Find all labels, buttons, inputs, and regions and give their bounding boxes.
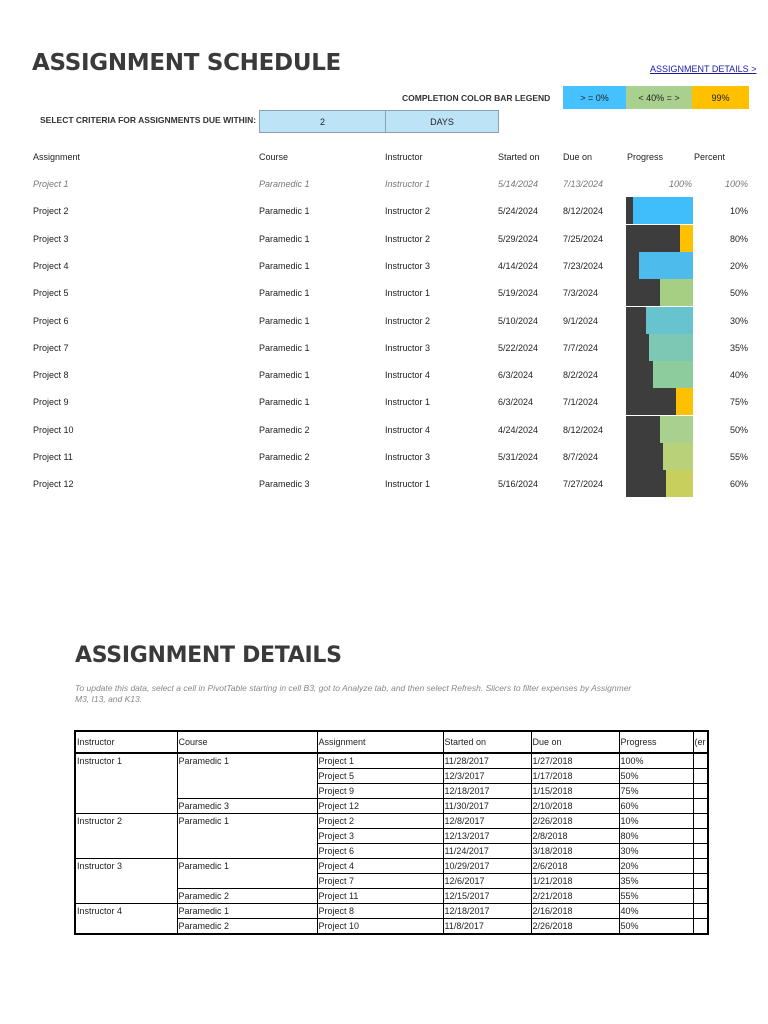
progress-bar-fill xyxy=(626,416,660,443)
cell-percent: 75% xyxy=(729,397,748,408)
cell-instructor: Instructor 1 xyxy=(385,397,431,408)
pivot-cell-assignment[interactable]: Project 3 xyxy=(317,829,443,844)
details-title: ASSIGNMENT DETAILS xyxy=(75,643,342,668)
cell-assignment: Project 5 xyxy=(33,288,69,299)
details-note-line2: M3, I13, and K13. xyxy=(75,694,143,704)
cell-course: Paramedic 2 xyxy=(259,452,310,462)
progress-bar-remaining xyxy=(653,361,693,388)
cell-started: 6/3/2024 xyxy=(498,397,534,408)
cell-due: 7/7/2024 xyxy=(563,342,599,353)
pivot-cell-progress[interactable]: 40% xyxy=(619,904,693,919)
progress-bar-fill xyxy=(626,197,633,224)
cell-course: Paramedic 1 xyxy=(259,260,310,271)
pivot-cell-started[interactable]: 12/13/2017 xyxy=(443,829,531,844)
table-row[interactable] xyxy=(0,252,768,279)
pivot-cell-started[interactable]: 10/29/2017 xyxy=(443,859,531,874)
pivot-cell-due[interactable]: 2/26/2018 xyxy=(531,919,619,935)
header-percent: Percent xyxy=(694,152,726,162)
header-course: Course xyxy=(259,152,289,162)
assignment-details-link[interactable]: ASSIGNMENT DETAILS > xyxy=(650,64,757,74)
pivot-cell-due[interactable]: 3/18/2018 xyxy=(531,844,619,859)
pivot-cell-extra xyxy=(693,904,708,919)
progress-bar-fill xyxy=(626,252,639,279)
cell-started: 5/19/2024 xyxy=(498,288,539,299)
cell-started: 5/14/2024 xyxy=(498,179,539,189)
pivot-cell-due[interactable]: 2/8/2018 xyxy=(531,829,619,844)
cell-instructor: Instructor 1 xyxy=(385,179,431,189)
table-row[interactable] xyxy=(0,388,768,415)
progress-bar xyxy=(626,334,693,361)
pivot-cell-progress[interactable]: 50% xyxy=(619,919,693,935)
pivot-cell-course[interactable]: Paramedic 1 xyxy=(177,904,317,919)
table-row[interactable] xyxy=(75,904,708,919)
pivot-cell-due[interactable]: 1/15/2018 xyxy=(531,784,619,799)
pivot-cell-started[interactable]: 12/18/2017 xyxy=(443,784,531,799)
cell-percent: 50% xyxy=(729,288,748,299)
cell-course: Paramedic 1 xyxy=(259,288,310,299)
pivot-cell-assignment[interactable]: Project 2 xyxy=(317,814,443,829)
pivot-cell-course[interactable]: Paramedic 1 xyxy=(177,814,317,859)
pivot-cell-due[interactable]: 2/16/2018 xyxy=(531,904,619,919)
cell-due: 7/13/2024 xyxy=(563,179,604,189)
cell-course: Paramedic 1 xyxy=(259,370,310,381)
cell-instructor: Instructor 1 xyxy=(385,479,431,490)
progress-bar xyxy=(626,470,693,497)
cell-percent: 10% xyxy=(729,206,748,217)
cell-due: 7/25/2024 xyxy=(563,233,604,244)
cell-course: Paramedic 1 xyxy=(259,179,310,189)
cell-percent: 40% xyxy=(729,370,748,381)
pivot-header-progress[interactable]: Progress xyxy=(619,731,693,753)
pivot-cell-instructor[interactable]: Instructor 3 xyxy=(75,859,177,904)
header-due: Due on xyxy=(563,152,593,162)
table-row[interactable] xyxy=(0,279,768,306)
progress-bar-fill xyxy=(626,334,649,361)
table-row[interactable] xyxy=(75,753,708,769)
cell-percent: 80% xyxy=(729,233,748,244)
progress-bar xyxy=(626,279,693,306)
cell-instructor: Instructor 2 xyxy=(385,233,431,244)
cell-instructor: Instructor 2 xyxy=(385,206,431,217)
cell-instructor: Instructor 4 xyxy=(385,424,431,435)
cell-course: Paramedic 3 xyxy=(259,479,310,490)
cell-instructor: Instructor 3 xyxy=(385,260,431,271)
cell-assignment: Project 10 xyxy=(33,424,74,435)
progress-bar xyxy=(626,307,693,334)
pivot-cell-progress[interactable]: 35% xyxy=(619,874,693,889)
pivot-header-started[interactable]: Started on xyxy=(443,731,531,753)
progress-bar-remaining xyxy=(666,470,693,497)
progress-bar-remaining xyxy=(676,388,693,415)
criteria-value-input[interactable]: 2 xyxy=(259,110,386,133)
cell-started: 4/24/2024 xyxy=(498,424,539,435)
details-note xyxy=(75,683,715,705)
pivot-header-instructor[interactable]: Instructor xyxy=(75,731,177,753)
cell-percent: 20% xyxy=(729,260,748,271)
pivot-cell-extra xyxy=(693,829,708,844)
pivot-cell-extra xyxy=(693,799,708,814)
pivot-cell-progress[interactable]: 75% xyxy=(619,784,693,799)
pivot-cell-started[interactable]: 12/3/2017 xyxy=(443,769,531,784)
progress-bar-remaining xyxy=(633,197,693,224)
progress-bar-remaining xyxy=(660,279,693,306)
pivot-cell-assignment[interactable]: Project 7 xyxy=(317,874,443,889)
header-progress: Progress xyxy=(627,152,664,162)
progress-bar xyxy=(626,252,693,279)
pivot-cell-extra xyxy=(693,769,708,784)
pivot-cell-progress[interactable]: 20% xyxy=(619,859,693,874)
cell-assignment: Project 2 xyxy=(33,206,69,217)
pivot-cell-course[interactable]: Paramedic 1 xyxy=(177,753,317,799)
cell-assignment: Project 8 xyxy=(33,370,69,381)
cell-assignment: Project 1 xyxy=(33,179,69,189)
pivot-cell-started[interactable]: 12/15/2017 xyxy=(443,889,531,904)
pivot-cell-progress[interactable]: 10% xyxy=(619,814,693,829)
pivot-cell-due[interactable]: 1/27/2018 xyxy=(531,753,619,769)
cell-assignment: Project 3 xyxy=(33,233,69,244)
cell-instructor: Instructor 1 xyxy=(385,288,431,299)
pivot-cell-progress[interactable]: 60% xyxy=(619,799,693,814)
pivot-header-row xyxy=(75,731,708,753)
progress-bar-remaining xyxy=(646,307,693,334)
cell-percent: 100% xyxy=(724,179,748,189)
cell-course: Paramedic 1 xyxy=(259,397,310,408)
cell-percent: 30% xyxy=(729,315,748,326)
pivot-cell-assignment[interactable]: Project 11 xyxy=(317,889,443,904)
table-row[interactable] xyxy=(75,859,708,874)
cell-percent: 50% xyxy=(729,424,748,435)
cell-started: 4/14/2024 xyxy=(498,260,539,271)
pivot-cell-due[interactable]: 2/26/2018 xyxy=(531,814,619,829)
cell-percent: 55% xyxy=(729,452,748,462)
cell-instructor: Instructor 3 xyxy=(385,452,431,462)
cell-assignment: Project 12 xyxy=(33,479,74,490)
pivot-cell-assignment[interactable]: Project 4 xyxy=(317,859,443,874)
cell-course: Paramedic 1 xyxy=(259,233,310,244)
table-row[interactable] xyxy=(0,443,768,470)
pivot-header-due[interactable]: Due on xyxy=(531,731,619,753)
pivot-cell-progress[interactable]: 55% xyxy=(619,889,693,904)
pivot-cell-started[interactable]: 12/18/2017 xyxy=(443,904,531,919)
cell-due: 8/12/2024 xyxy=(563,206,604,217)
criteria-unit-select[interactable]: DAYS xyxy=(385,110,499,133)
pivot-cell-assignment[interactable]: Project 5 xyxy=(317,769,443,784)
pivot-cell-started[interactable]: 11/30/2017 xyxy=(443,799,531,814)
progress-bar-fill xyxy=(626,225,680,252)
pivot-cell-started[interactable]: 11/28/2017 xyxy=(443,753,531,769)
pivot-cell-instructor[interactable]: Instructor 2 xyxy=(75,814,177,859)
progress-bar xyxy=(626,197,693,224)
cell-assignment: Project 6 xyxy=(33,315,69,326)
pivot-cell-extra xyxy=(693,844,708,859)
pivot-cell-extra xyxy=(693,919,708,935)
pivot-cell-progress[interactable]: 100% xyxy=(619,753,693,769)
cell-started: 5/22/2024 xyxy=(498,342,539,353)
table-row[interactable] xyxy=(0,361,768,388)
table-row[interactable] xyxy=(0,334,768,361)
pivot-cell-progress[interactable]: 30% xyxy=(619,844,693,859)
cell-due: 7/3/2024 xyxy=(563,288,599,299)
pivot-cell-started[interactable]: 12/6/2017 xyxy=(443,874,531,889)
pivot-cell-course[interactable]: Paramedic 1 xyxy=(177,859,317,889)
pivot-cell-course[interactable]: Paramedic 2 xyxy=(177,889,317,904)
table-row[interactable] xyxy=(75,814,708,829)
progress-bar-remaining xyxy=(660,416,693,443)
cell-started: 5/31/2024 xyxy=(498,452,539,462)
pivot-cell-extra xyxy=(693,753,708,769)
pivot-table[interactable] xyxy=(74,730,709,935)
cell-due: 8/7/2024 xyxy=(563,452,599,462)
pivot-cell-instructor[interactable]: Instructor 1 xyxy=(75,753,177,814)
header-instructor: Instructor xyxy=(385,152,423,162)
pivot-cell-extra xyxy=(693,814,708,829)
cell-started: 6/3/2024 xyxy=(498,370,534,381)
progress-bar-remaining xyxy=(663,443,693,470)
progress-bar xyxy=(626,416,693,443)
legend-label: COMPLETION COLOR BAR LEGEND xyxy=(402,93,551,103)
pivot-header-assignment[interactable]: Assignment xyxy=(317,731,443,753)
cell-instructor: Instructor 3 xyxy=(385,342,431,353)
cell-due: 8/2/2024 xyxy=(563,370,599,381)
cell-due: 7/23/2024 xyxy=(563,260,604,271)
cell-due: 9/1/2024 xyxy=(563,315,599,326)
progress-bar-fill xyxy=(626,470,666,497)
pivot-cell-course[interactable]: Paramedic 2 xyxy=(177,919,317,935)
table-row[interactable] xyxy=(0,197,768,224)
table-row[interactable] xyxy=(0,170,768,197)
progress-bar-remaining xyxy=(639,252,693,279)
cell-due: 8/12/2024 xyxy=(563,424,604,435)
cell-assignment: Project 9 xyxy=(33,397,69,408)
cell-instructor: Instructor 2 xyxy=(385,315,431,326)
pivot-cell-started[interactable]: 12/8/2017 xyxy=(443,814,531,829)
pivot-cell-assignment[interactable]: Project 6 xyxy=(317,844,443,859)
pivot-cell-extra xyxy=(693,874,708,889)
pivot-cell-progress[interactable]: 50% xyxy=(619,769,693,784)
pivot-cell-course[interactable]: Paramedic 3 xyxy=(177,799,317,814)
progress-bar xyxy=(626,225,693,252)
pivot-cell-instructor[interactable]: Instructor 4 xyxy=(75,904,177,935)
pivot-cell-assignment[interactable]: Project 9 xyxy=(317,784,443,799)
pivot-header-extra[interactable]: (er xyxy=(693,731,708,753)
pivot-cell-assignment[interactable]: Project 1 xyxy=(317,753,443,769)
table-row[interactable] xyxy=(0,225,768,252)
legend-box-low: > = 0% xyxy=(563,86,626,109)
pivot-cell-extra xyxy=(693,859,708,874)
table-row[interactable] xyxy=(0,307,768,334)
cell-started: 5/24/2024 xyxy=(498,206,539,217)
cell-progress-text: 100% xyxy=(668,179,692,189)
pivot-cell-started[interactable]: 11/24/2017 xyxy=(443,844,531,859)
table-row[interactable] xyxy=(0,416,768,443)
progress-bar-fill xyxy=(626,443,663,470)
progress-bar-remaining xyxy=(680,225,693,252)
progress-bar xyxy=(626,361,693,388)
cell-assignment: Project 4 xyxy=(33,260,69,271)
cell-course: Paramedic 2 xyxy=(259,424,310,435)
cell-started: 5/29/2024 xyxy=(498,233,539,244)
pivot-cell-due[interactable]: 2/10/2018 xyxy=(531,799,619,814)
progress-bar-fill xyxy=(626,307,646,334)
legend-box-high: 99% xyxy=(692,86,749,109)
pivot-cell-due[interactable]: 2/6/2018 xyxy=(531,859,619,874)
pivot-cell-assignment[interactable]: Project 10 xyxy=(317,919,443,935)
cell-percent: 60% xyxy=(729,479,748,490)
page-title: ASSIGNMENT SCHEDULE xyxy=(32,50,341,76)
cell-started: 5/10/2024 xyxy=(498,315,539,326)
pivot-cell-assignment[interactable]: Project 8 xyxy=(317,904,443,919)
cell-assignment: Project 7 xyxy=(33,342,69,353)
cell-course: Paramedic 1 xyxy=(259,315,310,326)
cell-percent: 35% xyxy=(729,342,748,353)
cell-due: 7/1/2024 xyxy=(563,397,599,408)
progress-bar xyxy=(626,388,693,415)
cell-instructor: Instructor 4 xyxy=(385,370,431,381)
pivot-cell-due[interactable]: 1/17/2018 xyxy=(531,769,619,784)
progress-bar-remaining xyxy=(649,334,693,361)
pivot-cell-extra xyxy=(693,889,708,904)
progress-bar-fill xyxy=(626,361,653,388)
pivot-cell-progress[interactable]: 80% xyxy=(619,829,693,844)
table-row[interactable] xyxy=(0,470,768,497)
pivot-cell-extra xyxy=(693,784,708,799)
cell-started: 5/16/2024 xyxy=(498,479,539,490)
pivot-cell-due[interactable]: 2/21/2018 xyxy=(531,889,619,904)
cell-course: Paramedic 1 xyxy=(259,206,310,217)
pivot-cell-due[interactable]: 1/21/2018 xyxy=(531,874,619,889)
cell-assignment: Project 11 xyxy=(33,452,73,462)
header-started: Started on xyxy=(498,152,540,162)
progress-bar-fill xyxy=(626,388,676,415)
details-note-line1: To update this data, select a cell in PivotTable starting in cell B3, got to Analyze tab, and then select Refresh. Slicers to filter expenses by Assignmer xyxy=(75,683,632,693)
header-assignment: Assignment xyxy=(33,152,81,162)
progress-bar-fill xyxy=(626,279,660,306)
legend-box-mid: < 40% = > xyxy=(626,86,692,109)
pivot-cell-assignment[interactable]: Project 12 xyxy=(317,799,443,814)
progress-bar xyxy=(626,443,693,470)
criteria-label: SELECT CRITERIA FOR ASSIGNMENTS DUE WITHIN: xyxy=(40,115,257,125)
cell-due: 7/27/2024 xyxy=(563,479,604,490)
pivot-cell-started[interactable]: 11/8/2017 xyxy=(443,919,531,935)
pivot-header-course[interactable]: Course xyxy=(177,731,317,753)
cell-course: Paramedic 1 xyxy=(259,342,310,353)
